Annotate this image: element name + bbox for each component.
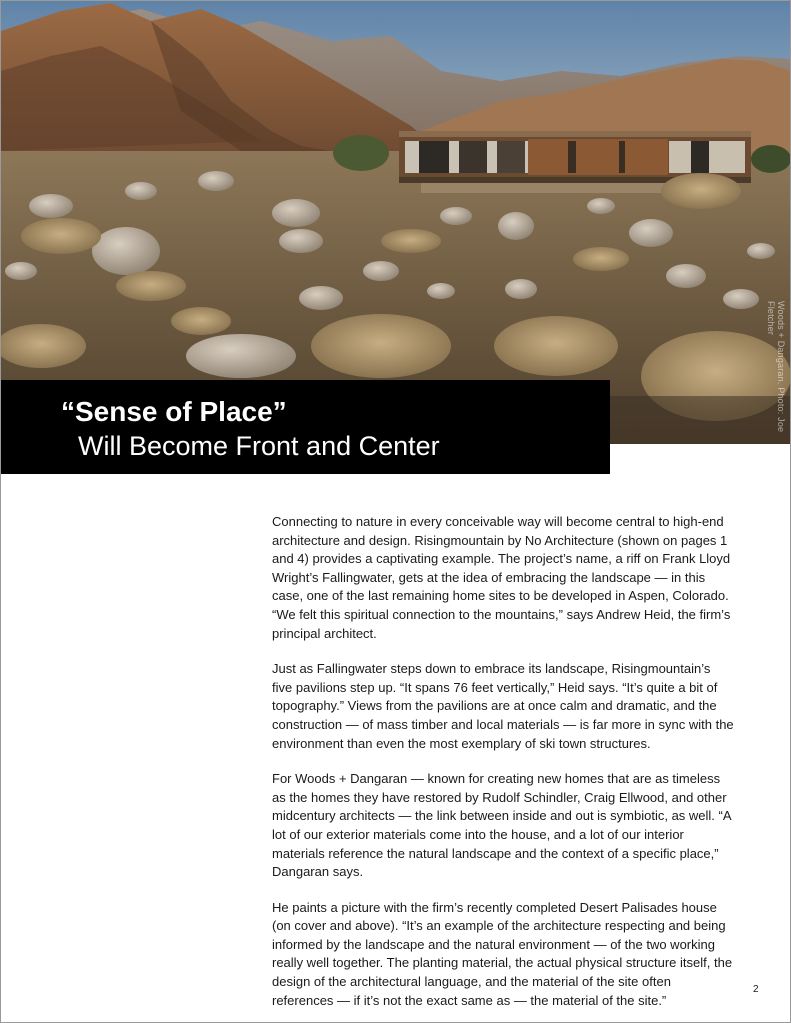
hero-photo xyxy=(1,1,790,444)
title-band xyxy=(1,380,610,474)
page-number: 2 xyxy=(753,984,759,995)
desert-house-photo xyxy=(1,1,790,444)
paragraph: He paints a picture with the firm’s recently completed Desert Palisades house (on cover and above). “It’s an example of the architecture respecting and being informed by the landscape and the natural environment — of the two working really well together. The planting material, the actual physical structure itself, the design of the architectural language, and the material of the site often references — if it’s not the exact same as — the material of the site.” xyxy=(272,899,733,1008)
article-body xyxy=(272,513,734,1023)
photo-credit: Woods + Dangaran. Photo: Joe Fletcher xyxy=(766,301,786,433)
paragraph: Just as Fallingwater steps down to embrace its landscape, Risingmountain’s five pavilions step up. “It spans 76 feet vertically,” Heid says. “It’s quite a bit of topography.” Views from the pavilions are at once calm and dramatic, and the construction — of mass timber and local materials — is far more in sync with the environment than even the most exemplary of ski town structures. xyxy=(272,661,734,751)
paragraph: For Woods + Dangaran — known for creating new homes that are as timeless as the homes they have restored by Rudolf Schindler, Craig Ellwood, and other midcentury architects — the link between inside and out is symbiotic, as well. “A lot of our exterior materials come into the house, and a lot of our interior materials reference the natural landscape and the context of a specific place,” Dangaran says. xyxy=(272,771,731,880)
paragraph: Connecting to nature in every conceivable way will become central to high-end architecture and design. Risingmountain by No Architecture (shown on pages 1 and 4) provides a captivating example. The project’s name, a riff on Frank Lloyd Wright’s Fallingwater, gets at the idea of embracing the landscape — in this case, one of the last remaining home sites to be developed in Aspen, Colorado. “We felt this spiritual connection to the mountains,” says Andrew Heid, the firm’s principal architect. xyxy=(272,514,731,641)
page-title: “Sense of Place” xyxy=(61,396,287,427)
page-subtitle: Will Become Front and Center xyxy=(78,431,440,461)
